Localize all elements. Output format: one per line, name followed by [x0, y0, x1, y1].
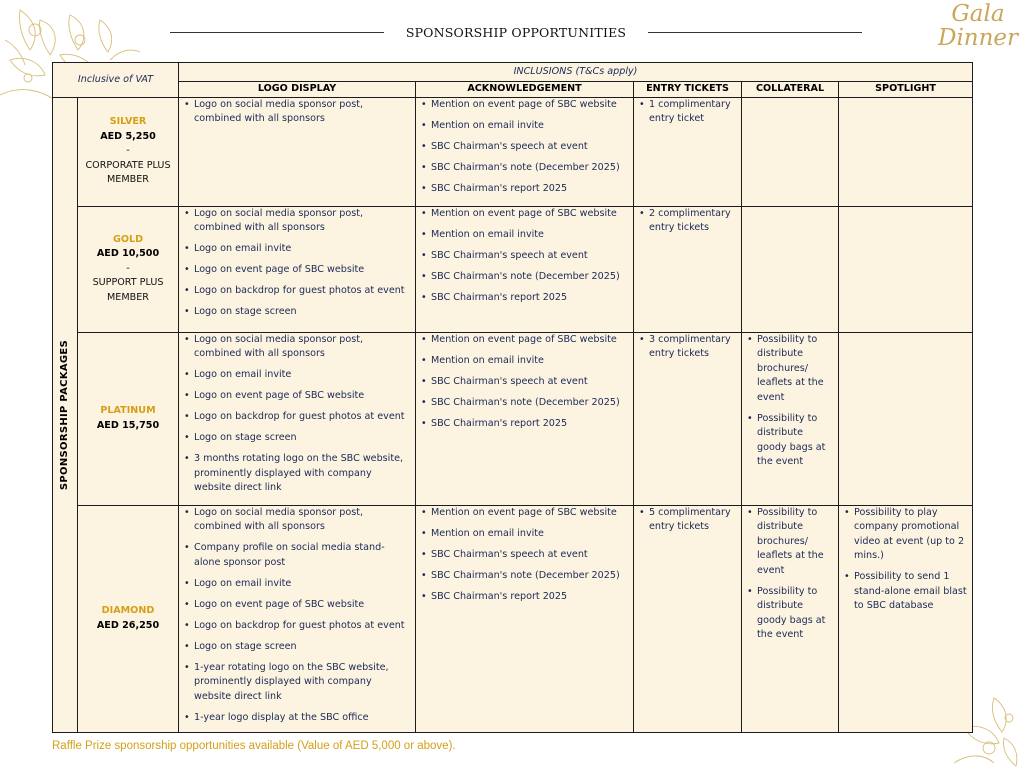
spotlight-cell	[839, 332, 973, 505]
side-label-cell	[53, 97, 78, 732]
list-item: • Possibility to send 1 stand-alone email blast to SBC database	[844, 570, 968, 614]
list-item: • Mention on email invite	[421, 228, 629, 243]
package-name: SILVER	[109, 116, 147, 128]
list-item: • Mention on event page of SBC website	[421, 333, 629, 348]
list-item: • Logo on event page of SBC website	[184, 263, 411, 278]
brand-logo	[938, 2, 1018, 50]
brand-line-2: Dinner	[938, 25, 1019, 51]
collateral-cell	[742, 505, 839, 732]
list-item: • Logo on event page of SBC website	[184, 389, 411, 404]
vat-note: Inclusive of VAT	[53, 63, 179, 98]
list-item: • Mention on email invite	[421, 527, 629, 542]
acknowledgement-cell	[416, 332, 634, 505]
package-price: AED 15,750	[96, 419, 160, 431]
package-price: AED 5,250	[100, 130, 156, 142]
table-header-row	[53, 63, 973, 82]
column-header-acknowledgement: ACKNOWLEDGEMENT	[416, 82, 634, 98]
inclusions-header: INCLUSIONS (T&Cs apply)	[179, 63, 973, 82]
package-name: PLATINUM	[100, 405, 156, 416]
list-item: • Logo on email invite	[184, 368, 411, 383]
list-item: • Logo on backdrop for guest photos at event	[184, 284, 411, 299]
acknowledgement-cell	[416, 505, 634, 732]
list-item: • Mention on event page of SBC website	[421, 207, 629, 222]
package-cell	[78, 332, 179, 505]
package-name: DIAMOND	[101, 605, 155, 616]
list-item: • Logo on social media sponsor post, combined with all sponsors	[184, 333, 411, 362]
package-cell	[78, 206, 179, 332]
logo-cell	[179, 97, 416, 206]
package-price: AED 26,250	[96, 619, 160, 631]
list-item: • 5 complimentary entry tickets	[639, 506, 737, 535]
bullet-list	[416, 98, 633, 197]
list-item: • Logo on email invite	[184, 242, 411, 257]
package-membership: MEMBER	[107, 291, 149, 303]
logo-cell	[179, 206, 416, 332]
package-membership: CORPORATE PLUS	[85, 159, 171, 171]
column-header-row	[53, 82, 973, 98]
list-item: • Logo on social media sponsor post, combined with all sponsors	[184, 98, 411, 127]
package-membership: MEMBER	[107, 174, 149, 186]
bullet-list	[634, 207, 741, 236]
bullet-list	[179, 98, 415, 127]
bullet-list	[742, 506, 838, 643]
package-membership: SUPPORT PLUS	[92, 277, 164, 289]
package-row-diamond	[53, 505, 973, 732]
spotlight-cell	[839, 97, 973, 206]
list-item: • Company profile on social media stand-alone sponsor post	[184, 541, 411, 570]
column-header-logo: LOGO DISPLAY	[179, 82, 416, 98]
list-item: • SBC Chairman's speech at event	[421, 548, 629, 563]
column-header-spotlight: SPOTLIGHT	[839, 82, 973, 98]
title-rule-right	[648, 32, 862, 33]
list-item: • Logo on stage screen	[184, 431, 411, 446]
bullet-list	[416, 207, 633, 306]
list-item: • Logo on social media sponsor post, combined with all sponsors	[184, 506, 411, 535]
bullet-list	[839, 506, 972, 614]
bullet-list	[742, 333, 838, 470]
list-item: • 2 complimentary entry tickets	[639, 207, 737, 236]
list-item: • Mention on event page of SBC website	[421, 506, 629, 521]
package-price: AED 10,500	[96, 248, 160, 260]
package-row-silver	[53, 97, 973, 206]
collateral-cell	[742, 332, 839, 505]
collateral-cell	[742, 206, 839, 332]
package-row-gold	[53, 206, 973, 332]
brand-line-1: Gala	[951, 1, 1005, 27]
bullet-list	[179, 207, 415, 320]
list-item: • Mention on event page of SBC website	[421, 98, 629, 113]
tickets-cell	[634, 332, 742, 505]
package-dash: -	[126, 145, 130, 157]
list-item: • Logo on backdrop for guest photos at event	[184, 410, 411, 425]
raffle-footer-note: Raffle Prize sponsorship opportunities available (Value of AED 5,000 or above).	[52, 740, 456, 752]
list-item: • 3 months rotating logo on the SBC website, prominently displayed with company website direct link	[184, 452, 411, 496]
list-item: • 1-year logo display at the SBC office	[184, 711, 411, 726]
bullet-list	[416, 506, 633, 605]
tickets-cell	[634, 206, 742, 332]
sponsorship-table	[52, 62, 973, 733]
acknowledgement-cell	[416, 97, 634, 206]
logo-cell	[179, 332, 416, 505]
list-item: • Mention on email invite	[421, 354, 629, 369]
title-rule-left	[170, 32, 384, 33]
bullet-list	[634, 506, 741, 535]
list-item: • Possibility to distribute goody bags at the event	[747, 412, 834, 470]
list-item: • 1-year rotating logo on the SBC website, prominently displayed with company website direct link	[184, 661, 411, 705]
bullet-list	[179, 333, 415, 496]
list-item: • SBC Chairman's report 2025	[421, 417, 629, 432]
package-cell	[78, 505, 179, 732]
list-item: • Possibility to play company promotional video at event (up to 2 mins.)	[844, 506, 968, 564]
list-item: • Logo on stage screen	[184, 305, 411, 320]
page-title: SPONSORSHIP OPPORTUNITIES	[405, 24, 627, 40]
tickets-cell	[634, 505, 742, 732]
bullet-list	[634, 333, 741, 362]
list-item: • Logo on social media sponsor post, combined with all sponsors	[184, 207, 411, 236]
bullet-list	[179, 506, 415, 726]
list-item: • SBC Chairman's note (December 2025)	[421, 161, 629, 176]
logo-cell	[179, 505, 416, 732]
spotlight-cell	[839, 206, 973, 332]
spotlight-cell	[839, 505, 973, 732]
list-item: • Logo on backdrop for guest photos at event	[184, 619, 411, 634]
side-label: SPONSORSHIP PACKAGES	[58, 339, 70, 490]
package-name: GOLD	[112, 233, 144, 245]
tickets-cell	[634, 97, 742, 206]
list-item: • SBC Chairman's speech at event	[421, 140, 629, 155]
list-item: • SBC Chairman's report 2025	[421, 182, 629, 197]
bullet-list	[634, 98, 741, 127]
list-item: • Logo on email invite	[184, 577, 411, 592]
list-item: • Possibility to distribute brochures/ leaflets at the event	[747, 333, 834, 406]
list-item: • 1 complimentary entry ticket	[639, 98, 737, 127]
package-dash: -	[126, 262, 130, 274]
list-item: • SBC Chairman's note (December 2025)	[421, 396, 629, 411]
list-item: • Possibility to distribute brochures/ leaflets at the event	[747, 506, 834, 579]
list-item: • SBC Chairman's note (December 2025)	[421, 569, 629, 584]
column-header-tickets: ENTRY TICKETS	[634, 82, 742, 98]
list-item: • Logo on stage screen	[184, 640, 411, 655]
title-bar	[170, 22, 862, 42]
list-item: • SBC Chairman's report 2025	[421, 590, 629, 605]
list-item: • SBC Chairman's speech at event	[421, 375, 629, 390]
package-row-platinum	[53, 332, 973, 505]
list-item: • SBC Chairman's speech at event	[421, 249, 629, 264]
bullet-list	[416, 333, 633, 432]
list-item: • Mention on email invite	[421, 119, 629, 134]
package-cell	[78, 97, 179, 206]
list-item: • SBC Chairman's note (December 2025)	[421, 270, 629, 285]
list-item: • Possibility to distribute goody bags at the event	[747, 585, 834, 643]
list-item: • 3 complimentary entry tickets	[639, 333, 737, 362]
column-header-collateral: COLLATERAL	[742, 82, 839, 98]
list-item: • SBC Chairman's report 2025	[421, 291, 629, 306]
acknowledgement-cell	[416, 206, 634, 332]
list-item: • Logo on event page of SBC website	[184, 598, 411, 613]
collateral-cell	[742, 97, 839, 206]
